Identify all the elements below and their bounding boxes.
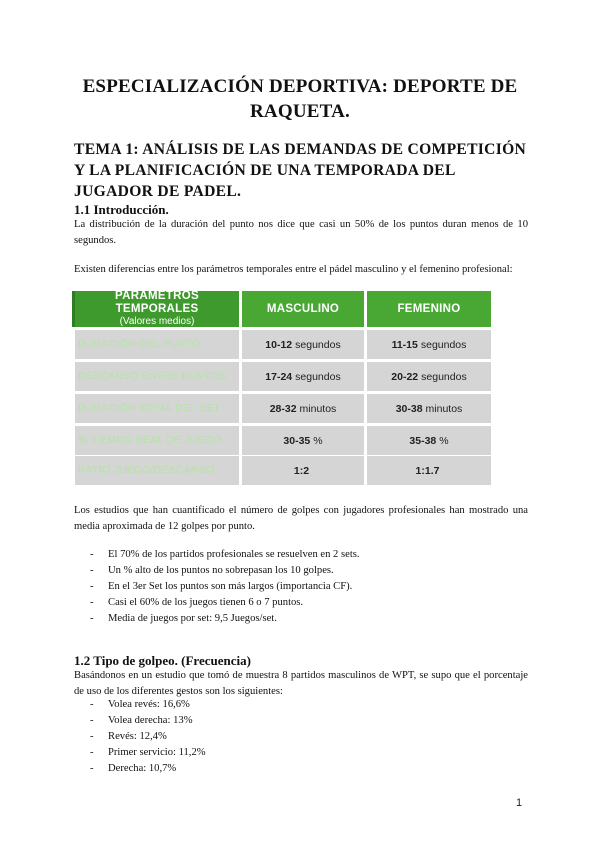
table-header-masculino [242, 291, 364, 327]
list-item: - En el 3er Set los puntos son más largos (importancia CF). [74, 579, 528, 595]
femenino-number: 35-38 [409, 434, 437, 447]
list-item-text: Volea revés: 16,6% [108, 699, 190, 710]
list-item: - Volea revés: 16,6% [74, 697, 528, 713]
masculino-number: 1:2 [293, 464, 310, 477]
section-2-bullet-list [74, 697, 528, 777]
header-parameters-label: PARÁMETROS TEMPORALES [115, 290, 199, 315]
masculino-number: 30-35 [283, 434, 311, 447]
femenino-unit: % [439, 434, 449, 447]
section-1-paragraph-2: Existen diferencias entre los parámetros temporales entre el pádel masculino y el femenino profesional: [74, 264, 513, 275]
list-item-text: En el 3er Set los puntos son más largos (importancia CF). [108, 581, 353, 592]
femenino-value [367, 362, 491, 391]
tema-title: TEMA 1: ANÁLISIS DE LAS DEMANDAS DE COMPETICIÓN Y LA PLANIFICACIÓN DE UNA TEMPORADA DEL JUGADOR DE PADEL. [74, 141, 527, 200]
masculino-unit: segundos [295, 338, 341, 351]
masculino-value [242, 330, 364, 359]
document-title: ESPECIALIZACIÓN DEPORTIVA: DEPORTE DE RAQUETA. [82, 76, 518, 122]
section-2-paragraph-1: Basándonos en un estudio que tomó de muestra 8 partidos masculinos de WPT, se supo que el porcentaje de uso de los diferentes gestos son los siguientes: [74, 670, 528, 697]
list-item-text: Derecha: 10,7% [108, 763, 177, 774]
femenino-number: 11-15 [391, 338, 418, 351]
femenino-value [367, 426, 491, 455]
table-header-femenino [367, 291, 491, 327]
femenino-number: 1:1.7 [415, 464, 440, 477]
list-item-text: Un % alto de los puntos no sobrepasan los 10 golpes. [108, 565, 334, 576]
table-row [75, 426, 491, 455]
header-femenino-label: FEMENINO [397, 302, 461, 315]
row-label: DURACIÓN DEL PUNTO [75, 330, 239, 359]
table-row [75, 456, 491, 485]
list-item-text: Volea derecha: 13% [108, 715, 193, 726]
list-item: - Primer servicio: 11,2% [74, 745, 528, 761]
list-item: - Un % alto de los puntos no sobrepasan los 10 golpes. [74, 563, 528, 579]
femenino-unit: segundos [420, 338, 467, 351]
temporal-parameters-table [75, 291, 491, 485]
masculino-unit: segundos [295, 370, 341, 383]
list-item: - El 70% de los partidos profesionales se resuelven en 2 sets. [74, 547, 528, 563]
masculino-unit: % [313, 434, 323, 447]
section-2-title: 1.2 Tipo de golpeo. (Frecuencia) [74, 653, 251, 668]
list-item: - Casi el 60% de los juegos tienen 6 o 7 puntos. [74, 595, 528, 611]
list-item: - Media de juegos por set: 9,5 Juegos/set. [74, 611, 528, 627]
list-item-text: El 70% de los partidos profesionales se resuelven en 2 sets. [108, 549, 360, 560]
femenino-unit: minutos [425, 402, 463, 415]
list-item-text: Revés: 12,4% [108, 731, 167, 742]
row-label: RATIO JUEGO/DESCANSO [75, 456, 239, 485]
header-masculino-label: MASCULINO [266, 302, 340, 315]
table-row [75, 394, 491, 423]
masculino-number: 10-12 [265, 338, 293, 351]
femenino-unit: segundos [421, 370, 467, 383]
list-item-text: Casi el 60% de los juegos tienen 6 o 7 puntos. [108, 597, 304, 608]
list-item: - Revés: 12,4% [74, 729, 528, 745]
list-item: - Volea derecha: 13% [74, 713, 528, 729]
row-label: DURACIÓN TOTAL DEL SET [75, 394, 239, 423]
masculino-number: 17-24 [265, 370, 293, 383]
femenino-value [367, 330, 491, 359]
femenino-value [367, 394, 491, 423]
row-label: % TIEMPO REAL DE JUEGO [75, 426, 239, 455]
section-1-bullet-list [74, 547, 528, 627]
list-item: - Derecha: 10,7% [74, 761, 528, 777]
masculino-value [242, 426, 364, 455]
list-item-text: Primer servicio: 11,2% [108, 747, 206, 758]
femenino-value [367, 456, 491, 485]
masculino-number: 28-32 [269, 402, 297, 415]
masculino-value [242, 362, 364, 391]
section-1-title: 1.1 Introducción. [74, 202, 169, 217]
section-1-paragraph-3: Los estudios que han cuantificado el número de golpes con jugadores profesionales han mostrado una media aproximada de 12 golpes por punto. [74, 505, 528, 532]
row-label: DESCANSO ENTRE PUNTOS [75, 362, 239, 391]
header-parameters-sublabel: (Valores medios) [119, 316, 195, 327]
list-item-text: Media de juegos por set: 9,5 Juegos/set. [108, 613, 277, 624]
table-row [75, 330, 491, 359]
section-1-paragraph-1: La distribución de la duración del punto nos dice que casi un 50% de los puntos duran menos de 10 segundos. [74, 219, 528, 246]
masculino-value [242, 394, 364, 423]
page-number: 1 [516, 797, 523, 809]
femenino-number: 30-38 [395, 402, 423, 415]
table-header-parameters [75, 291, 239, 327]
table-row [75, 362, 491, 391]
masculino-unit: minutos [299, 402, 337, 415]
masculino-value [242, 456, 364, 485]
femenino-number: 20-22 [391, 370, 419, 383]
